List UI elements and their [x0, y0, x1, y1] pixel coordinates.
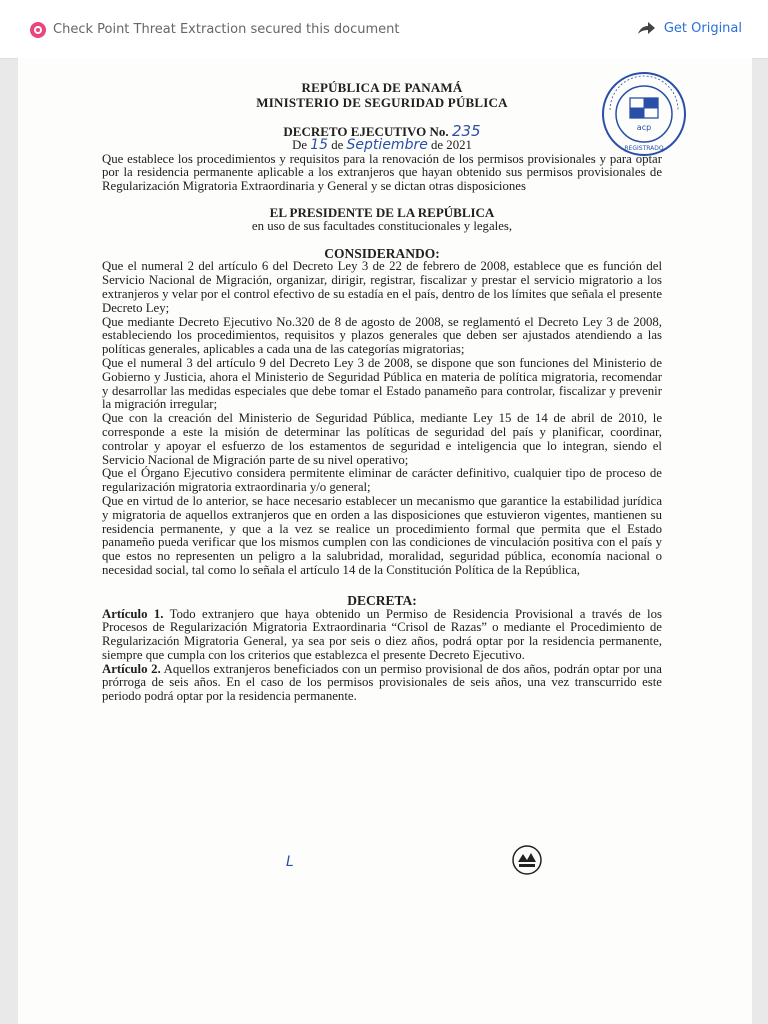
decree-body	[102, 80, 662, 704]
decree-label: DECRETO EJECUTIVO No.	[283, 124, 449, 139]
decree-number: 235	[451, 122, 481, 140]
article-paragraph	[102, 663, 662, 704]
president-heading: EL PRESIDENTE DE LA REPÚBLICA	[269, 204, 495, 220]
article-title: Artículo 1.	[102, 606, 164, 621]
faculties-line: en uso de sus facultades constitucionales y legales,	[251, 218, 513, 233]
date-month: Septiembre	[346, 136, 428, 153]
decreta-heading: DECRETA:	[347, 592, 417, 608]
consideration-paragraph: Que el numeral 2 del artículo 6 del Decreto Ley 3 de 22 de febrero de 2008, establece que es función del Servicio Nacional de Migración, organizar, dirigir, registrar, fiscalizar y prestar el servicio migratorio a los extranjeros y velar por el control efectivo de su estadía en el país, dentro de los límites que señala el presente Decreto Ley;	[102, 259, 662, 315]
consideration-paragraph: Que mediante Decreto Ejecutivo No.320 de 8 de agosto de 2008, se reglamentó el Decreto Ley 3 de 2008, estableciendo los procedimientos, requisitos y plazos generales que deben ser ajustados atendiendo a las políticas generales, aplicables a cada una de las categorías migratorias;	[102, 314, 662, 357]
article-paragraph	[102, 608, 662, 663]
consideration-paragraph: Que el numeral 3 del artículo 9 del Decreto Ley 3 de 2008, se dispone que son funciones del Ministerio de Gobierno y Justicia, ahora el Ministerio de Seguridad Pública en materia de política migratoria, recomendar y desarrollar las medidas especiales que debe tomar el Estado panameño para controlar, fiscalizar y prevenir la migración irregular;	[102, 355, 662, 412]
date-suffix: de 2021	[431, 137, 472, 152]
date-prefix: De	[292, 137, 308, 152]
handwritten-initial: L	[286, 854, 294, 870]
checkpoint-logo-icon	[28, 20, 48, 40]
article-title: Artículo 2.	[102, 661, 161, 676]
get-original-button[interactable]	[636, 20, 742, 36]
date-de: de	[331, 137, 344, 152]
security-notice-text: Check Point Threat Extraction secured this document	[53, 22, 400, 37]
article-text: Todo extranjero que haya obtenido un Permiso de Residencia Provisional a través de los Procesos de Regularización Migratoria Extraordinaria “Crisol de Razas” o mediante el Procedimiento de Regularización Migratoria General, ya sea por seis o diez años, podrá optar por la residencia permanente, siempre que cumpla con los criterios que establezca el presente Decreto Ejecutivo.	[102, 606, 662, 662]
consideration-paragraph: Que el Órgano Ejecutivo considera permitente eliminar de carácter definitivo, cualquier tipo de proceso de regularización migratoria extraordinaria y/o general;	[102, 466, 662, 495]
get-original-label: Get Original	[663, 20, 742, 36]
share-arrow-icon	[636, 20, 656, 36]
small-stamp-icon	[510, 844, 544, 876]
threat-extraction-banner	[0, 0, 768, 59]
date-day: 15	[310, 136, 329, 153]
republic-heading: REPÚBLICA DE PANAMÁ	[301, 80, 463, 95]
consideration-paragraph: Que con la creación del Ministerio de Seguridad Pública, mediante Ley 15 de 14 de abril de 2010, le corresponde a este la misión de determinar las políticas de seguridad del país y planificar, coordinar, controlar y apoyar el esfuerzo de los estamentos de seguridad e inteligencia que lo integran, siendo el Servicio Nacional de Migración parte de su nivel operativo;	[102, 411, 662, 467]
decree-date	[102, 136, 662, 153]
considerando-heading: CONSIDERANDO:	[324, 245, 440, 261]
article-text: Aquellos extranjeros beneficiados con un permiso provisional de dos años, podrán optar por una prórroga de seis años. En el caso de los permisos provisionales de seis años, una vez transcurrido este periodo podrá optar por la residencia permanente.	[102, 661, 662, 704]
consideration-paragraph: Que en virtud de lo anterior, se hace necesario establecer un mecanismo que garantice la estabilidad jurídica y migratoria de aquellos extranjeros que en orden a las disposiciones que estuvieron vigentes, mantienen su residencia permanente, y que a la vez se realice un procedimiento formal que permita que el Estado panameño pueda verificar que los mismos cumplen con las condiciones de vinculación positiva con el país y que estos no representen un peligro a la salubridad, moralidad, seguridad pública, economía nacional o necesidad social, tal como lo señala el artículo 14 de la Constitución Política de la República,	[102, 493, 662, 577]
decree-subject: Que establece los procedimientos y requisitos para la renovación de los permisos provisionales y para optar por la residencia permanente aplicable a los extranjeros que hayan obtenido sus permisos provisionales de Regularización Migratoria Extraordinaria y General y se dictan otras disposiciones	[102, 151, 662, 194]
svg-text:REGISTRADO: REGISTRADO	[624, 145, 664, 152]
svg-text:acp: acp	[636, 123, 652, 132]
document-page	[18, 58, 752, 1024]
ministry-heading: MINISTERIO DE SEGURIDAD PÚBLICA	[256, 95, 508, 110]
